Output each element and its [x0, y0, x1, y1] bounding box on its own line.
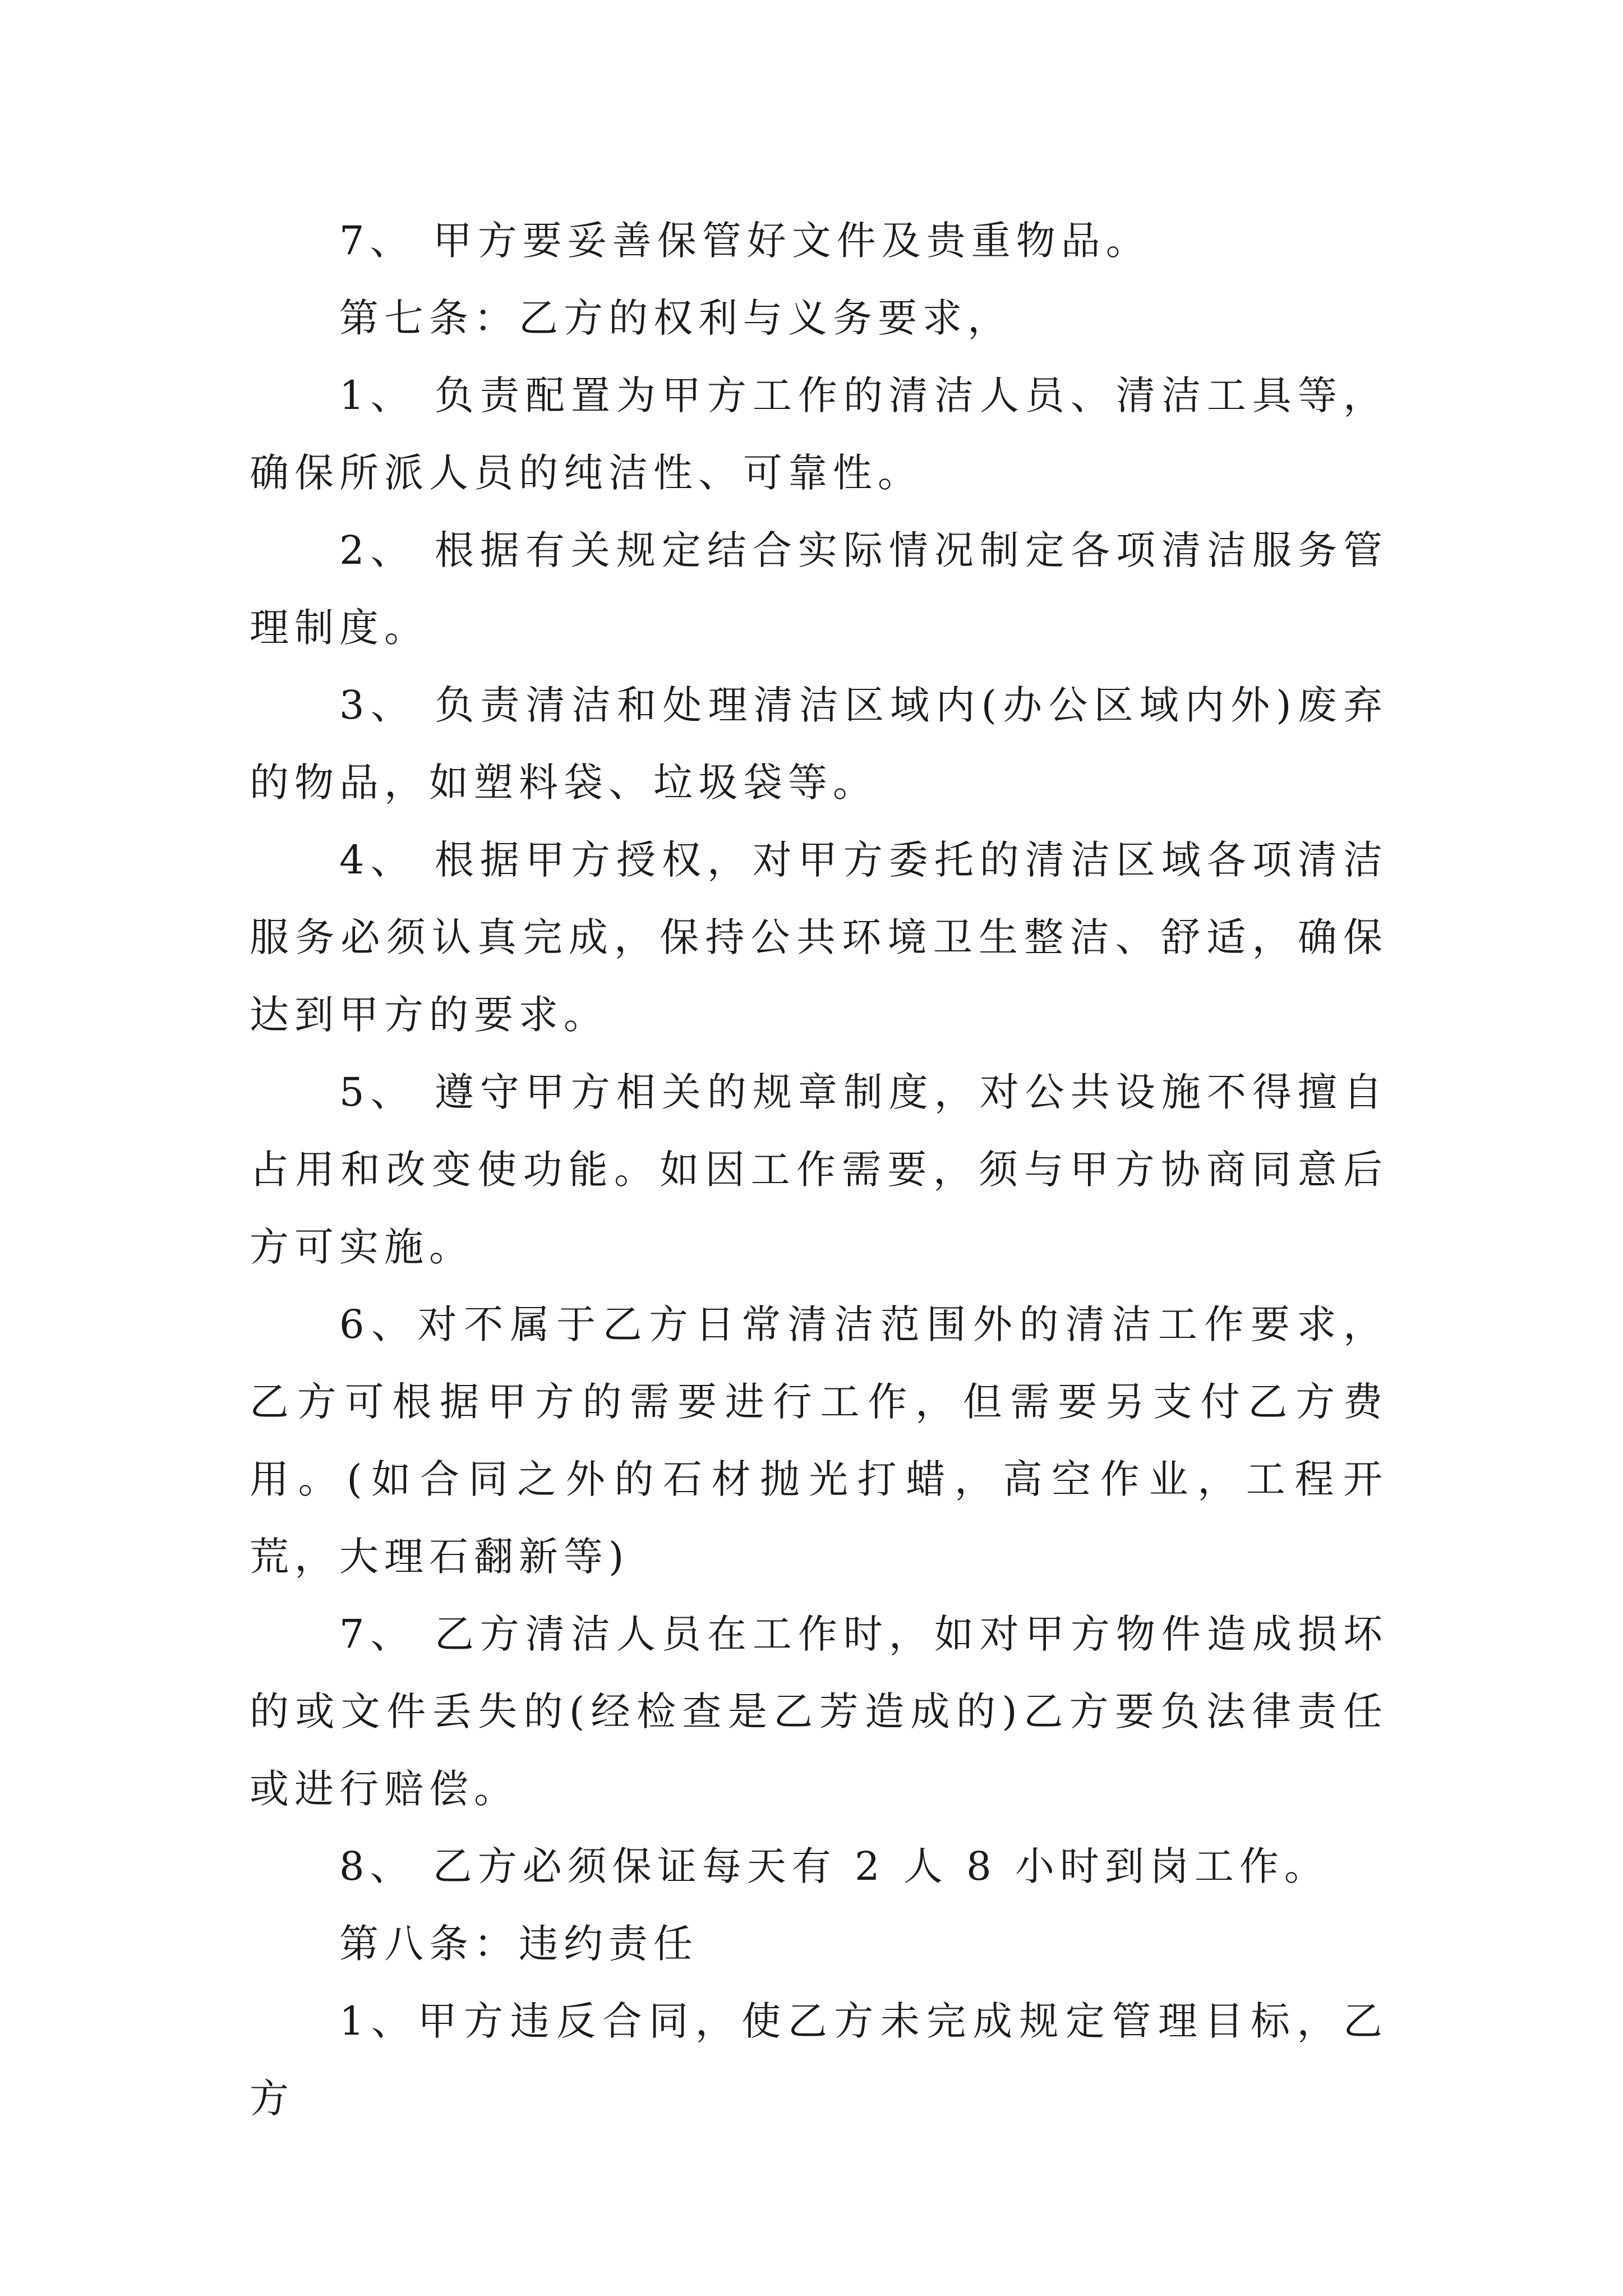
- clause-b1: 1、 负责配置为甲方工作的清洁人员、清洁工具等，确保所派人员的纯洁性、可靠性。: [250, 372, 1388, 496]
- clause-b3: 3、 负责清洁和处理清洁区域内(办公区域内外)废弃的物品，如塑料袋、垃圾袋等。: [250, 682, 1388, 806]
- clause-b6: 6、对不属于乙方日常清洁范围外的清洁工作要求，乙方可根据甲方的需要进行工作，但需要另支付乙方费用。(如合同之外的石材抛光打蜡，高空作业，工程开荒，大理石翻新等): [250, 1301, 1388, 1580]
- article-7-heading: 第七条：乙方的权利与义务要求，: [339, 295, 1012, 341]
- clause-b2: 2、 根据有关规定结合实际情况制定各项清洁服务管理制度。: [250, 527, 1388, 651]
- clause-a7: 7、 甲方要妥善保管好文件及贵重物品。: [339, 218, 1151, 264]
- clause-c1: 1、甲方违反合同，使乙方未完成规定管理目标，乙方: [250, 1998, 1388, 2122]
- clause-b7: 7、 乙方清洁人员在工作时，如对甲方物件造成损坏的或文件丢失的(经检查是乙芳造成的)乙方要负法律责任或进行赔偿。: [250, 1611, 1388, 1812]
- clause-b5: 5、 遵守甲方相关的规章制度，对公共设施不得擅自占用和改变使功能。如因工作需要，须与甲方协商同意后方可实施。: [250, 1069, 1388, 1270]
- clause-b4: 4、 根据甲方授权，对甲方委托的清洁区域各项清洁服务必须认真完成，保持公共环境卫生整洁、舒适，确保达到甲方的要求。: [250, 837, 1388, 1038]
- article-8-heading: 第八条：违约责任: [339, 1921, 698, 1967]
- document-body: [250, 202, 1388, 2137]
- clause-b8: 8、 乙方必须保证每天有 2 人 8 小时到岗工作。: [339, 1843, 1329, 1889]
